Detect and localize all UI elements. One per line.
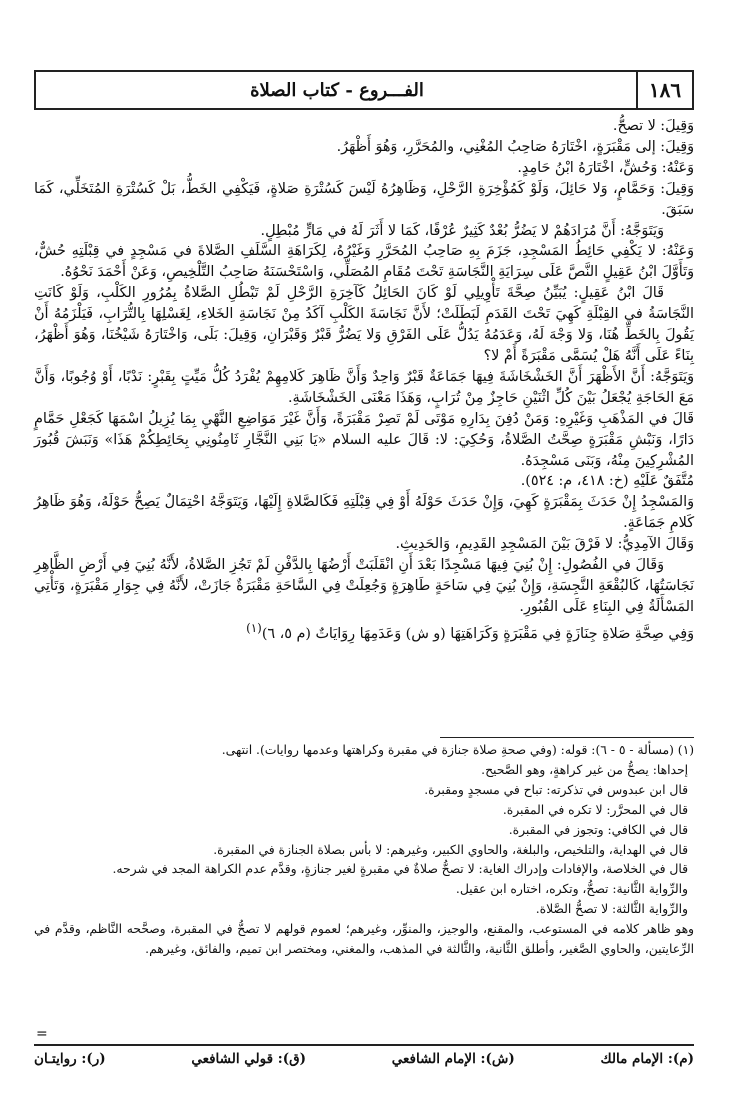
footnote-line: قال في الخلاصة، والإفادات وإدراك الغاية: لا تصحُّ صلاةٌ في مقبرةٍ لغير جنازةٍ، وقدَّم عدم الكراهة المجد في شرحه. (112, 862, 688, 877)
footnote-divider (440, 737, 694, 738)
footnotes (34, 741, 694, 960)
paragraph: وَعَنْهُ: لا يَكْفِي حَائِطُ المَسْجِدِ، جَزَمَ بِهِ صَاحِبُ المُحَرَّرِ وَغَيْرُهُ، لِكَرَاهَةِ السَّلَفِ الصَّلاةَ في مَسْجِدٍ في قِبْلَتِهِ حُشٌّ، وَتَأَوَّلَ ابْنُ عَقِيلٍ النَّصَّ عَلَى سِرَايَةِ النَّجَاسَةِ تَحْتَ مُقَامِ المُصَلِّي، وَاسْتَحْسَنَهُ صَاحِبُ التَّلْخِيصِ، وَعَنْ أَحْمَدَ نَحْوُهُ. (34, 243, 694, 281)
paragraph (34, 618, 694, 645)
continuation-mark: = (36, 1026, 48, 1042)
paragraph: وَقَالَ في الفُصُولِ: إِنْ بُنِيَ فِيهَا مَسْجِدًا بَعْدَ أَنِ انْقَلَبَتْ أَرْضُهَا بِالدَّفْنِ لَمْ تَجُزِ الصَّلاةُ، لأَنَّهُ بُنِيَ فِي أَرْضِ الظَّاهِرِ نَجَاسَتُهَا، كَالبُقْعَةِ النَّجِسَةِ، وَإِنْ بُنِيَ فِي سَاحَةٍ طَاهِرَةٍ وَجُعِلَتْ فِي السَّاحَةِ مَقْبَرَةٌ جَازَتْ، لأَنَّهُ فِي جِوَارِ مَقْبَرَةٍ، وَتَأْتِي المَسْأَلَةُ فِي البِنَاءِ عَلَى القُبُورِ. (34, 557, 694, 615)
legend-item-shafii-two-opinions: (ق): قولي الشافعي (191, 1051, 307, 1067)
paragraph: وَقَالَ الآمِدِيُّ: لا فَرْقَ بَيْنَ المَسْجِدِ القَدِيمِ، وَالحَدِيثِ. (395, 536, 694, 553)
paragraph: وَيَتَوَجَّهُ: أَنَّ مُرَادَهُمْ لا يَضُرُّ بُعْدٌ كَثِيرٌ عُرْفًا، كَمَا لا أَثَرَ لَهُ في مَارٍّ مُبْطِلٍ. (260, 222, 664, 239)
page-number: ١٨٦ (636, 72, 692, 108)
bottom-divider (34, 1044, 694, 1046)
paragraph: وَالمَسْجِدُ إِنْ حَدَثَ بِمَقْبَرَةٍ كَهِيَ، وَإِنْ حَدَثَ حَوْلَهُ أَوْ فِي قِبْلَتِهِ فَكَالصَّلاةِ إِلَيْهَا، وَيَتَوَجَّهُ احْتِمَالٌ يَصِحُّ حَوْلَهُ، وَهُوَ ظَاهِرُ كَلامِ جَمَاعَةٍ. (34, 494, 694, 532)
footnote-line: قال في الكافي: وتجوز في المقبرة. (508, 822, 688, 837)
footnote-marker[interactable]: (١) (246, 620, 262, 635)
paragraph: وَيَتَوَجَّهُ: أَنَّ الأَظْهَرَ أَنَّ الخَشْخَاشَةَ فِيهَا جَمَاعَةٌ قَبْرٌ وَاحِدٌ وَأَنَّ ظَاهِرَ كَلامِهِمْ يُفْرَدُ كُلُّ مَيِّتٍ بِقَبْرٍ: نَدْبًا، أَوْ وُجُوبًا، وَأَنَّ مَعَ الحَاجَةِ يُجْعَلُ بَيْنَ كُلِّ اثْنَيْنِ حَاجِزٌ مِنْ تُرَابٍ، وَهَذَا مَعْنَى الخَشْخَاشَةِ. (34, 368, 694, 406)
page-title: الفـــروع - كتاب الصلاة (250, 79, 424, 101)
footnote-line: وهو ظاهر كلامه في المستوعب، والمقنع، والوجيز، والمنوِّر، وغيرهم؛ لعموم قولهم لا تصحُّ في المقبرة، وصحَّحه النَّاظم، وقدَّم في الرِّعايتين، والحاوي الصَّغير، وأطلق الثَّانية، والثَّالثة في المذهب، والمغني، ومختصر ابن تميم، والفائق، وغيرهم. (34, 922, 694, 957)
main-text (34, 116, 694, 644)
abbreviation-legend (34, 1047, 694, 1071)
footnote-line: قال ابن عبدوس في تذكرته: تباح في مسجدٍ ومقبرة. (424, 782, 688, 797)
legend-item-shafii: (ش): الإمام الشافعي (391, 1051, 515, 1067)
legend-item-malik: (م): الإمام مالك (600, 1051, 694, 1067)
footnote-line: والرِّواية الثَّالثة: لا تصحُّ الصَّلاة. (535, 902, 688, 917)
footnote-line: إحداها: يصحُّ من غير كراهةٍ، وهو الصَّحيح. (481, 762, 688, 777)
paragraph: وَقِيلَ: إلى مَقْبَرَةٍ، اخْتَارَهُ صَاحِبُ المُغْنِي، والمُحَرَّرِ، وَهُوَ أَظْهَرُ. (336, 138, 694, 155)
page-header (34, 70, 694, 110)
paragraph: قَالَ في المَذْهَبِ وَغَيْرِهِ: وَمَنْ دُفِنَ بِدَارِهِ مَوْتَى لَمْ تَصِرْ مَقْبَرَةً، وَأَنَّ غَيْرَ مَوَاضِعِ النَّهْيِ بِمَا يُزِيلُ اسْمَهَا كَجَعْلِ حَمَّامٍ دَارًا، وَنَبْشِ مَقْبَرَةٍ صِحَّتُ الصَّلاةُ، وَحُكِيَ: لا: قَالَ عليه السلام «يَا بَنِي النَّجَّارِ ثَامِنُونِي بِحَائِطِكُمْ هَذَا» وَنَبَشَ قُبُورَ المُشْرِكِينَ مِنْهُ، وَبَنَى مَسْجِدَهُ. (34, 410, 694, 469)
paragraph: مُتَّفَقٌ عَلَيْهِ (خ: ٤١٨، م: ٥٢٤). (520, 473, 694, 490)
footnote-line: والرِّواية الثَّانية: تصحُّ، وتكره، اختاره ابن عقيل. (455, 882, 688, 897)
paragraph-text: وَفِي صِحَّةِ صَلاةِ جِنَازَةٍ فِي مَقْبَرَةٍ وَكَرَاهَتِهَا (و ش) وَعَدَمِهَا رِوَايَاتٌ (م ٥، ٦) (261, 625, 694, 642)
paragraph: وَعَنْهُ: وَحُشٍّ، اخْتَارَهُ ابْنُ حَامِدٍ. (517, 159, 694, 176)
footnote-line: قال في المحرَّر: لا تكره في المقبرة. (502, 802, 688, 817)
paragraph: وَقِيلَ: وَحَمَّامٍ، وَلا حَائِلَ، وَلَوْ كَمُؤْخِرَةِ الرَّحْلِ، وَظَاهِرُهُ لَيْسَ كَسُتْرَةِ صَلاةٍ، فَيَكْفِي الخَطُّ، بَلْ كَسُتْرَةِ المُتَخَلِّي، كَمَا سَبَقَ. (34, 180, 694, 218)
paragraph: قَالَ ابْنُ عَقِيلٍ: يُبَيِّنُ صِحَّةَ تَأْوِيلِي لَوْ كَانَ الحَائِلُ كَآخِرَةِ الرَّحْلِ لَمْ تَبْطُلِ الصَّلاةُ بِمُرُورِ الكَلْبِ، وَلَوْ كَانَتِ النَّجَاسَةُ في القِبْلَةِ كَهِيَ تَحْتَ القَدَمِ لَبَطَلَتْ؛ لأَنَّ نَجَاسَةَ الكَلْبِ آكَدُ مِنْ نَجَاسَةِ الخَلاءِ، لِغَسْلِهَا بِالتُّرَابِ، فَيَلْزَمُهُ أَنْ يَقُولَ بِالخَطِّ هُنَا، وَلا وَجْهَ لَهُ، وَعَدَمُهُ يَدُلُّ عَلَى الفَرْقِ وَلا يَضُرُّ قَبْرٌ وَقَبْرَانِ، وَقِيلَ: بَلَى، وَاخْتَارَهُ شَيْخُنَا، وَهُوَ أَظْهَرُ، بِنَاءً عَلَى أَنَّهُ هَلْ يُسَمَّى مَقْبَرَةً أَمْ لا؟ (34, 285, 694, 364)
footnote-line: قال في الهداية، والتلخيص، والبلغة، والحاوي الكبير، وغيرهم: لا بأس بصلاة الجنازة في المقبرة. (213, 842, 688, 857)
legend-item-two-narrations: (ر): روايتـان (34, 1051, 106, 1067)
paragraph: وَقِيلَ: لا تصحُّ. (612, 118, 694, 134)
footnote-line: (١) (مسألة - ٥ - ٦): قوله: (وفي صحةِ صلاة جنازة في مقبرة وكراهتها وعدمها روايات). انتهى. (221, 743, 694, 757)
